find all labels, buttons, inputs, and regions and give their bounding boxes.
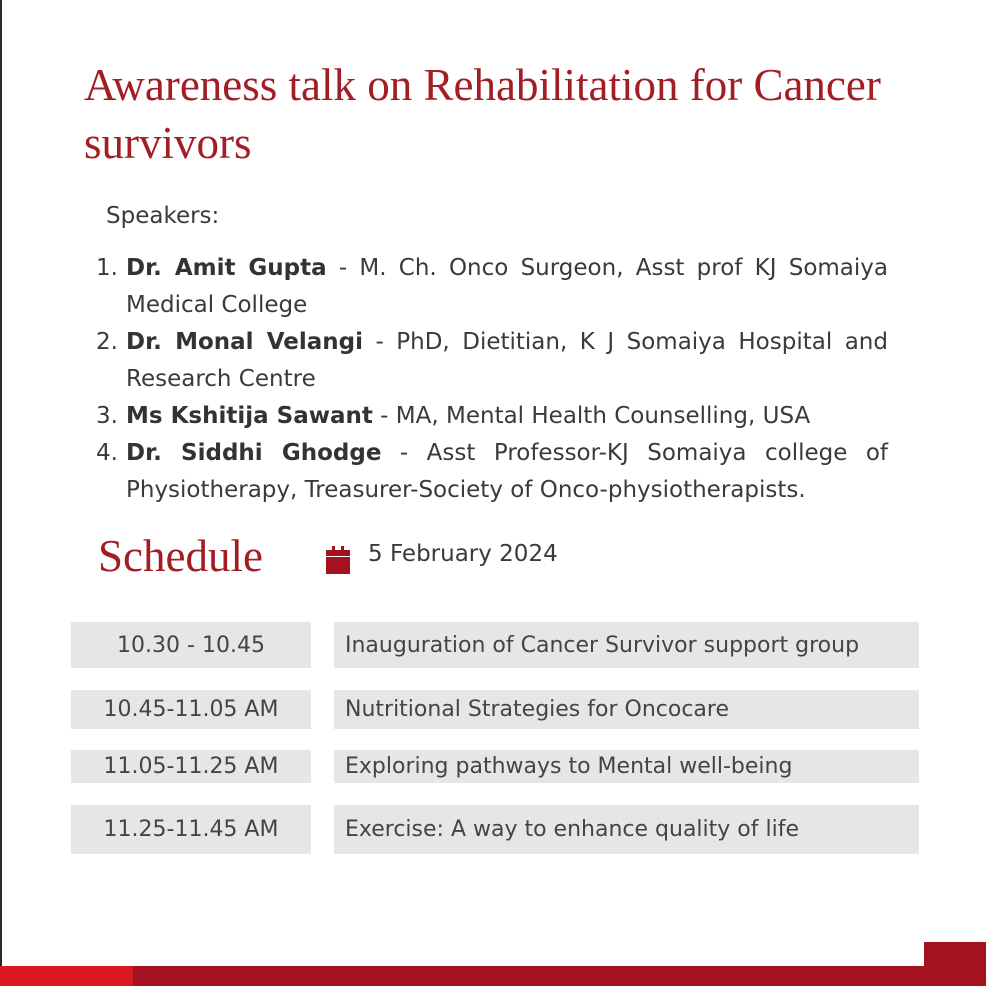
- schedule-session: Exercise: A way to enhance quality of life: [334, 805, 919, 854]
- speaker-detail: - M. Ch. Onco Surgeon, Asst prof KJ Somaiya Medical College: [126, 255, 888, 318]
- speaker-list: [96, 250, 888, 509]
- speaker-detail: - Asst Professor-KJ Somaiya college of Physiotherapy, Treasurer-Society of Onco-physiotherapists.: [126, 440, 889, 503]
- speaker-name: Dr. Siddhi Ghodge: [126, 440, 382, 466]
- footer-bar-highlight: [0, 966, 133, 986]
- schedule-session: Exploring pathways to Mental well-being: [334, 750, 919, 783]
- schedule-session: Inauguration of Cancer Survivor support group: [334, 622, 919, 668]
- speaker-text: [126, 324, 888, 398]
- schedule-time: 11.05-11.25 AM: [71, 750, 311, 783]
- event-date: 5 February 2024: [368, 541, 558, 567]
- speaker-item: [96, 435, 888, 509]
- speaker-name: Dr. Monal Velangi: [126, 329, 363, 355]
- page-title: Awareness talk on Rehabilitation for Cancer survivors: [84, 60, 881, 168]
- schedule-heading: Schedule: [98, 531, 263, 581]
- footer-bar: [0, 966, 986, 986]
- speaker-text: [126, 435, 888, 509]
- speaker-name: Dr. Amit Gupta: [126, 255, 327, 281]
- speaker-number: 1.: [96, 255, 118, 281]
- speakers-heading: Speakers:: [106, 203, 220, 229]
- schedule-time: 10.30 - 10.45: [71, 622, 311, 668]
- speaker-item: [96, 398, 888, 435]
- calendar-icon: [326, 546, 350, 574]
- speaker-detail: - MA, Mental Health Counselling, USA: [372, 403, 811, 429]
- speaker-text: [126, 398, 888, 435]
- speaker-item: [96, 250, 888, 324]
- speaker-number: 3.: [96, 403, 118, 429]
- left-border: [0, 0, 2, 986]
- speaker-number: 4.: [96, 440, 118, 466]
- schedule-time: 11.25-11.45 AM: [71, 805, 311, 854]
- speaker-text: [126, 250, 888, 324]
- speaker-item: [96, 324, 888, 398]
- speaker-detail: - PhD, Dietitian, K J Somaiya Hospital and Research Centre: [126, 329, 888, 392]
- speaker-number: 2.: [96, 329, 118, 355]
- schedule-time: 10.45-11.05 AM: [71, 690, 311, 729]
- schedule-session: Nutritional Strategies for Oncocare: [334, 690, 919, 729]
- footer-accent-tab: [924, 942, 986, 966]
- speaker-name: Ms Kshitija Sawant: [126, 403, 373, 429]
